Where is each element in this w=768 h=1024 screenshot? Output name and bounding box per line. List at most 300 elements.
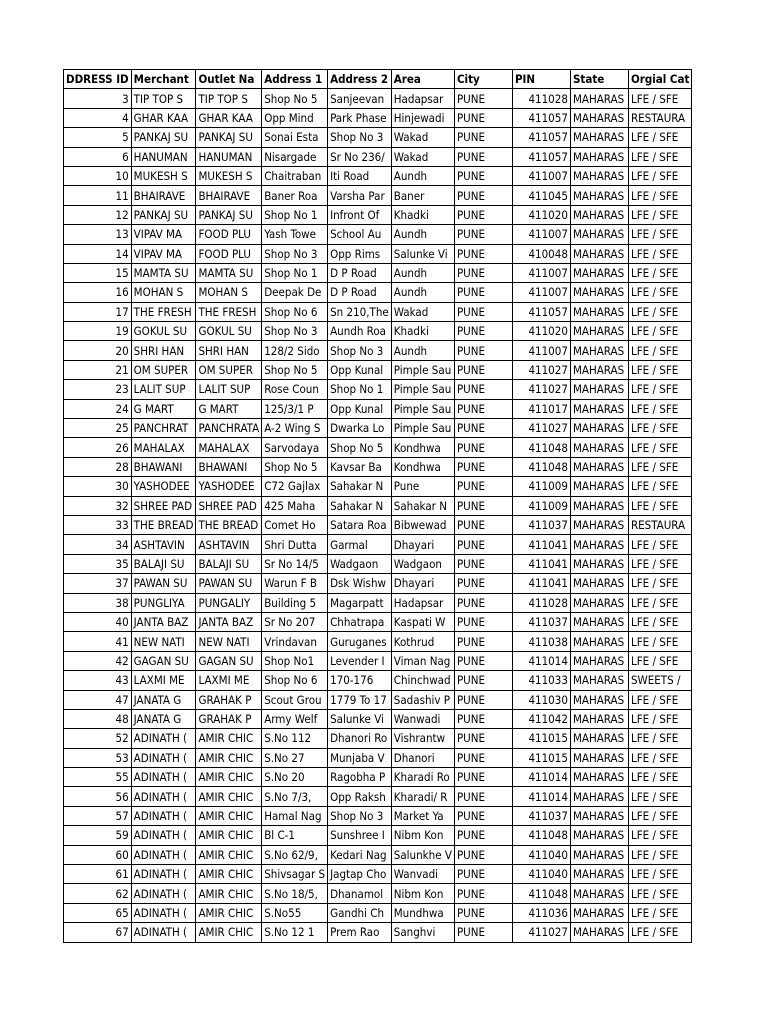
cell-city[interactable]: PUNE [454,709,512,728]
cell-area[interactable]: Pimple Sau [391,419,454,438]
cell-original-category[interactable]: LFE / SFE [628,806,692,825]
cell-outlet-name[interactable]: LALIT SUP [196,380,262,399]
cell-area[interactable]: Salunkhe V [391,845,454,864]
cell-address-2[interactable]: Sn 210,The [328,302,392,321]
cell-address-1[interactable]: C72 Gajlax [262,477,328,496]
cell-area[interactable]: Hadapsar [391,593,454,612]
cell-merchant[interactable]: PANCHRAT [131,419,196,438]
cell-pin[interactable]: 411009 [512,496,570,515]
cell-city[interactable]: PUNE [454,826,512,845]
cell-pin[interactable]: 411027 [512,419,570,438]
cell-address-id[interactable]: 61 [64,865,132,884]
cell-original-category[interactable]: LFE / SFE [628,186,692,205]
cell-address-1[interactable]: S.No 27 [262,748,328,767]
cell-address-id[interactable]: 34 [64,535,132,554]
cell-original-category[interactable]: LFE / SFE [628,690,692,709]
cell-address-id[interactable]: 67 [64,923,132,942]
cell-address-id[interactable]: 65 [64,903,132,922]
cell-address-2[interactable]: Shop No 3 [328,128,392,147]
cell-state[interactable]: MAHARAS [570,128,628,147]
cell-address-1[interactable]: Nisargade [262,147,328,166]
cell-pin[interactable]: 411057 [512,108,570,127]
cell-address-id[interactable]: 21 [64,360,132,379]
cell-state[interactable]: MAHARAS [570,302,628,321]
cell-outlet-name[interactable]: ASHTAVIN [196,535,262,554]
cell-address-id[interactable]: 26 [64,438,132,457]
cell-address-2[interactable]: Infront Of [328,205,392,224]
cell-address-id[interactable]: 59 [64,826,132,845]
cell-address-id[interactable]: 52 [64,729,132,748]
cell-original-category[interactable]: LFE / SFE [628,748,692,767]
cell-address-2[interactable]: Garmal [328,535,392,554]
cell-outlet-name[interactable]: GRAHAK P [196,690,262,709]
cell-address-id[interactable]: 38 [64,593,132,612]
cell-state[interactable]: MAHARAS [570,399,628,418]
cell-state[interactable]: MAHARAS [570,632,628,651]
cell-area[interactable]: Market Ya [391,806,454,825]
cell-address-id[interactable]: 42 [64,651,132,670]
cell-merchant[interactable]: BHAIRAVE [131,186,196,205]
cell-pin[interactable]: 411007 [512,225,570,244]
cell-original-category[interactable]: LFE / SFE [628,128,692,147]
cell-area[interactable]: Aundh [391,341,454,360]
header-outlet-name[interactable]: Outlet Na [196,70,262,89]
cell-outlet-name[interactable]: GHAR KAA [196,108,262,127]
cell-state[interactable]: MAHARAS [570,903,628,922]
cell-city[interactable]: PUNE [454,302,512,321]
cell-city[interactable]: PUNE [454,729,512,748]
cell-original-category[interactable]: LFE / SFE [628,729,692,748]
cell-original-category[interactable]: LFE / SFE [628,263,692,282]
cell-outlet-name[interactable]: AMIR CHIC [196,729,262,748]
cell-merchant[interactable]: ADINATH ( [131,787,196,806]
cell-original-category[interactable]: LFE / SFE [628,826,692,845]
cell-address-1[interactable]: Baner Roa [262,186,328,205]
cell-original-category[interactable]: LFE / SFE [628,360,692,379]
cell-address-id[interactable]: 48 [64,709,132,728]
cell-address-id[interactable]: 16 [64,283,132,302]
cell-address-1[interactable]: Vrindavan [262,632,328,651]
cell-original-category[interactable]: LFE / SFE [628,884,692,903]
cell-address-2[interactable]: Shop No 3 [328,806,392,825]
cell-address-1[interactable]: Shop No 6 [262,302,328,321]
cell-pin[interactable]: 411041 [512,574,570,593]
cell-outlet-name[interactable]: FOOD PLU [196,244,262,263]
cell-address-2[interactable]: Varsha Par [328,186,392,205]
cell-original-category[interactable]: LFE / SFE [628,147,692,166]
cell-state[interactable]: MAHARAS [570,89,628,108]
header-address-1[interactable]: Address 1 [262,70,328,89]
cell-state[interactable]: MAHARAS [570,574,628,593]
cell-outlet-name[interactable]: MAMTA SU [196,263,262,282]
cell-city[interactable]: PUNE [454,865,512,884]
cell-address-id[interactable]: 6 [64,147,132,166]
cell-pin[interactable]: 411027 [512,360,570,379]
cell-area[interactable]: Sahakar N [391,496,454,515]
cell-address-2[interactable]: Park Phase [328,108,392,127]
cell-address-2[interactable]: Wadgaon [328,554,392,573]
cell-outlet-name[interactable]: MUKESH S [196,166,262,185]
cell-merchant[interactable]: ADINATH ( [131,748,196,767]
cell-address-2[interactable]: Opp Raksh [328,787,392,806]
cell-city[interactable]: PUNE [454,205,512,224]
cell-merchant[interactable]: SHRI HAN [131,341,196,360]
cell-address-id[interactable]: 10 [64,166,132,185]
cell-address-1[interactable]: Deepak De [262,283,328,302]
cell-address-id[interactable]: 62 [64,884,132,903]
cell-address-1[interactable]: Shop No 6 [262,671,328,690]
cell-state[interactable]: MAHARAS [570,205,628,224]
cell-original-category[interactable]: LFE / SFE [628,477,692,496]
cell-pin[interactable]: 411014 [512,651,570,670]
cell-pin[interactable]: 411014 [512,787,570,806]
cell-outlet-name[interactable]: HANUMAN [196,147,262,166]
cell-address-1[interactable]: Hamal Nag [262,806,328,825]
cell-address-1[interactable]: 125/3/1 P [262,399,328,418]
cell-address-2[interactable]: Opp Kunal [328,399,392,418]
cell-state[interactable]: MAHARAS [570,535,628,554]
cell-original-category[interactable]: LFE / SFE [628,903,692,922]
cell-merchant[interactable]: HANUMAN [131,147,196,166]
cell-city[interactable]: PUNE [454,593,512,612]
cell-address-1[interactable]: Sarvodaya [262,438,328,457]
cell-pin[interactable]: 411040 [512,865,570,884]
cell-area[interactable]: Pune [391,477,454,496]
cell-outlet-name[interactable]: MAHALAX [196,438,262,457]
cell-merchant[interactable]: JANATA G [131,709,196,728]
cell-city[interactable]: PUNE [454,128,512,147]
cell-pin[interactable]: 411015 [512,748,570,767]
cell-area[interactable]: Baner [391,186,454,205]
cell-city[interactable]: PUNE [454,806,512,825]
cell-state[interactable]: MAHARAS [570,845,628,864]
cell-pin[interactable]: 411037 [512,806,570,825]
cell-city[interactable]: PUNE [454,380,512,399]
cell-original-category[interactable]: LFE / SFE [628,399,692,418]
cell-area[interactable]: Khadki [391,322,454,341]
cell-original-category[interactable]: LFE / SFE [628,225,692,244]
cell-state[interactable]: MAHARAS [570,806,628,825]
cell-pin[interactable]: 411020 [512,322,570,341]
cell-address-id[interactable]: 12 [64,205,132,224]
cell-state[interactable]: MAHARAS [570,826,628,845]
cell-address-2[interactable]: Shop No 3 [328,341,392,360]
cell-city[interactable]: PUNE [454,651,512,670]
cell-address-2[interactable]: Jagtap Cho [328,865,392,884]
cell-address-2[interactable]: Aundh Roa [328,322,392,341]
cell-outlet-name[interactable]: PANKAJ SU [196,128,262,147]
cell-outlet-name[interactable]: PAWAN SU [196,574,262,593]
cell-state[interactable]: MAHARAS [570,865,628,884]
cell-address-1[interactable]: Sr No 207 [262,612,328,631]
cell-original-category[interactable]: LFE / SFE [628,322,692,341]
cell-outlet-name[interactable]: AMIR CHIC [196,748,262,767]
cell-city[interactable]: PUNE [454,322,512,341]
cell-state[interactable]: MAHARAS [570,263,628,282]
cell-city[interactable]: PUNE [454,399,512,418]
cell-address-id[interactable]: 13 [64,225,132,244]
cell-original-category[interactable]: LFE / SFE [628,709,692,728]
cell-state[interactable]: MAHARAS [570,671,628,690]
cell-address-2[interactable]: Iti Road [328,166,392,185]
cell-area[interactable]: Vishrantw [391,729,454,748]
cell-city[interactable]: PUNE [454,632,512,651]
cell-city[interactable]: PUNE [454,283,512,302]
header-address-id[interactable]: DDRESS ID [64,70,132,89]
cell-original-category[interactable]: LFE / SFE [628,574,692,593]
cell-city[interactable]: PUNE [454,845,512,864]
cell-city[interactable]: PUNE [454,671,512,690]
cell-area[interactable]: Nibm Kon [391,826,454,845]
cell-address-1[interactable]: S.No 112 [262,729,328,748]
cell-address-id[interactable]: 15 [64,263,132,282]
cell-outlet-name[interactable]: BALAJI SU [196,554,262,573]
cell-city[interactable]: PUNE [454,186,512,205]
cell-state[interactable]: MAHARAS [570,341,628,360]
cell-pin[interactable]: 411042 [512,709,570,728]
cell-state[interactable]: MAHARAS [570,748,628,767]
cell-address-2[interactable]: Dwarka Lo [328,419,392,438]
cell-address-id[interactable]: 28 [64,457,132,476]
cell-pin[interactable]: 411041 [512,535,570,554]
cell-outlet-name[interactable]: BHAWANI [196,457,262,476]
cell-address-id[interactable]: 17 [64,302,132,321]
cell-merchant[interactable]: LALIT SUP [131,380,196,399]
cell-outlet-name[interactable]: BHAIRAVE [196,186,262,205]
cell-city[interactable]: PUNE [454,360,512,379]
cell-address-2[interactable]: Prem Rao [328,923,392,942]
cell-city[interactable]: PUNE [454,535,512,554]
cell-state[interactable]: MAHARAS [570,612,628,631]
cell-outlet-name[interactable]: OM SUPER [196,360,262,379]
cell-original-category[interactable]: LFE / SFE [628,166,692,185]
cell-address-id[interactable]: 56 [64,787,132,806]
cell-address-id[interactable]: 20 [64,341,132,360]
cell-state[interactable]: MAHARAS [570,147,628,166]
cell-outlet-name[interactable]: PANCHRATA [196,419,262,438]
cell-area[interactable]: Aundh [391,263,454,282]
cell-outlet-name[interactable]: AMIR CHIC [196,903,262,922]
cell-address-2[interactable]: Sunshree I [328,826,392,845]
cell-address-2[interactable]: Ragobha P [328,768,392,787]
cell-address-2[interactable]: Gandhi Ch [328,903,392,922]
cell-address-1[interactable]: Sonai Esta [262,128,328,147]
cell-address-id[interactable]: 25 [64,419,132,438]
cell-area[interactable]: Kharadi/ R [391,787,454,806]
cell-address-id[interactable]: 55 [64,768,132,787]
cell-address-1[interactable]: Shop No1 [262,651,328,670]
cell-address-1[interactable]: Scout Grou [262,690,328,709]
cell-state[interactable]: MAHARAS [570,690,628,709]
cell-area[interactable]: Aundh [391,225,454,244]
cell-address-id[interactable]: 23 [64,380,132,399]
cell-original-category[interactable]: RESTAURA [628,515,692,534]
cell-address-1[interactable]: Shop No 1 [262,263,328,282]
cell-address-2[interactable]: Chhatrapa [328,612,392,631]
cell-original-category[interactable]: LFE / SFE [628,535,692,554]
cell-address-1[interactable]: Shri Dutta [262,535,328,554]
cell-merchant[interactable]: ADINATH ( [131,903,196,922]
cell-pin[interactable]: 411009 [512,477,570,496]
cell-outlet-name[interactable]: GOKUL SU [196,322,262,341]
cell-address-1[interactable]: Building 5 [262,593,328,612]
cell-city[interactable]: PUNE [454,166,512,185]
cell-state[interactable]: MAHARAS [570,884,628,903]
cell-original-category[interactable]: LFE / SFE [628,651,692,670]
cell-pin[interactable]: 411037 [512,612,570,631]
cell-outlet-name[interactable]: GRAHAK P [196,709,262,728]
cell-address-2[interactable]: Kedari Nag [328,845,392,864]
cell-city[interactable]: PUNE [454,612,512,631]
cell-merchant[interactable]: BHAWANI [131,457,196,476]
cell-pin[interactable]: 411040 [512,845,570,864]
cell-address-id[interactable]: 3 [64,89,132,108]
cell-city[interactable]: PUNE [454,108,512,127]
cell-city[interactable]: PUNE [454,244,512,263]
cell-merchant[interactable]: GHAR KAA [131,108,196,127]
cell-original-category[interactable]: LFE / SFE [628,554,692,573]
cell-pin[interactable]: 411007 [512,263,570,282]
cell-original-category[interactable]: LFE / SFE [628,593,692,612]
cell-state[interactable]: MAHARAS [570,477,628,496]
cell-original-category[interactable]: LFE / SFE [628,845,692,864]
cell-address-id[interactable]: 14 [64,244,132,263]
cell-pin[interactable]: 411048 [512,457,570,476]
cell-address-id[interactable]: 33 [64,515,132,534]
cell-merchant[interactable]: ASHTAVIN [131,535,196,554]
cell-address-2[interactable]: Shop No 5 [328,438,392,457]
cell-outlet-name[interactable]: THE FRESH [196,302,262,321]
cell-area[interactable]: Pimple Sau [391,360,454,379]
cell-original-category[interactable]: LFE / SFE [628,612,692,631]
cell-address-1[interactable]: Shop No 5 [262,457,328,476]
cell-address-2[interactable]: Sahakar N [328,496,392,515]
cell-merchant[interactable]: ADINATH ( [131,845,196,864]
cell-address-1[interactable]: Yash Towe [262,225,328,244]
cell-address-1[interactable]: S.No 7/3, [262,787,328,806]
cell-pin[interactable]: 411041 [512,554,570,573]
cell-state[interactable]: MAHARAS [570,225,628,244]
cell-address-2[interactable]: Magarpatt [328,593,392,612]
cell-merchant[interactable]: MAMTA SU [131,263,196,282]
cell-address-id[interactable]: 43 [64,671,132,690]
cell-pin[interactable]: 411048 [512,884,570,903]
cell-outlet-name[interactable]: AMIR CHIC [196,865,262,884]
cell-merchant[interactable]: OM SUPER [131,360,196,379]
cell-original-category[interactable]: LFE / SFE [628,380,692,399]
cell-city[interactable]: PUNE [454,341,512,360]
cell-address-1[interactable]: Shivsagar S [262,865,328,884]
cell-outlet-name[interactable]: AMIR CHIC [196,787,262,806]
cell-original-category[interactable]: LFE / SFE [628,865,692,884]
cell-pin[interactable]: 410048 [512,244,570,263]
cell-state[interactable]: MAHARAS [570,419,628,438]
cell-address-1[interactable]: Chaitraban [262,166,328,185]
cell-area[interactable]: Wakad [391,128,454,147]
header-pin[interactable]: PIN [512,70,570,89]
cell-area[interactable]: Aundh [391,283,454,302]
cell-original-category[interactable]: LFE / SFE [628,438,692,457]
cell-address-1[interactable]: 425 Maha [262,496,328,515]
cell-merchant[interactable]: YASHODEE [131,477,196,496]
cell-address-1[interactable]: Comet Ho [262,515,328,534]
cell-merchant[interactable]: ADINATH ( [131,923,196,942]
cell-original-category[interactable]: LFE / SFE [628,923,692,942]
cell-state[interactable]: MAHARAS [570,554,628,573]
header-city[interactable]: City [454,70,512,89]
cell-merchant[interactable]: ADINATH ( [131,729,196,748]
cell-merchant[interactable]: GAGAN SU [131,651,196,670]
cell-state[interactable]: MAHARAS [570,496,628,515]
cell-state[interactable]: MAHARAS [570,515,628,534]
header-state[interactable]: State [570,70,628,89]
cell-pin[interactable]: 411007 [512,166,570,185]
cell-pin[interactable]: 411015 [512,729,570,748]
cell-merchant[interactable]: THE BREAD [131,515,196,534]
cell-address-1[interactable]: Warun F B [262,574,328,593]
cell-city[interactable]: PUNE [454,496,512,515]
cell-pin[interactable]: 411007 [512,341,570,360]
cell-address-1[interactable]: 128/2 Sido [262,341,328,360]
cell-address-2[interactable]: Opp Kunal [328,360,392,379]
cell-original-category[interactable]: LFE / SFE [628,283,692,302]
cell-state[interactable]: MAHARAS [570,244,628,263]
cell-outlet-name[interactable]: AMIR CHIC [196,826,262,845]
cell-state[interactable]: MAHARAS [570,166,628,185]
cell-original-category[interactable]: LFE / SFE [628,302,692,321]
cell-city[interactable]: PUNE [454,419,512,438]
cell-city[interactable]: PUNE [454,89,512,108]
cell-outlet-name[interactable]: YASHODEE [196,477,262,496]
cell-area[interactable]: Wanwadi [391,709,454,728]
cell-address-id[interactable]: 40 [64,612,132,631]
cell-pin[interactable]: 411030 [512,690,570,709]
cell-address-1[interactable]: Bl C-1 [262,826,328,845]
cell-address-id[interactable]: 19 [64,322,132,341]
cell-state[interactable]: MAHARAS [570,593,628,612]
cell-address-id[interactable]: 4 [64,108,132,127]
cell-address-id[interactable]: 47 [64,690,132,709]
cell-address-1[interactable]: Sr No 14/5 [262,554,328,573]
cell-merchant[interactable]: VIPAV MA [131,225,196,244]
cell-state[interactable]: MAHARAS [570,186,628,205]
cell-pin[interactable]: 411020 [512,205,570,224]
cell-area[interactable]: Sadashiv P [391,690,454,709]
cell-area[interactable]: Nibm Kon [391,884,454,903]
cell-merchant[interactable]: ADINATH ( [131,806,196,825]
cell-city[interactable]: PUNE [454,438,512,457]
cell-address-id[interactable]: 5 [64,128,132,147]
cell-merchant[interactable]: THE FRESH [131,302,196,321]
cell-merchant[interactable]: ADINATH ( [131,768,196,787]
cell-area[interactable]: Kondhwa [391,457,454,476]
cell-merchant[interactable]: G MART [131,399,196,418]
cell-area[interactable]: Dhayari [391,574,454,593]
cell-outlet-name[interactable]: MOHAN S [196,283,262,302]
cell-outlet-name[interactable]: JANTA BAZ [196,612,262,631]
header-merchant[interactable]: Merchant [131,70,196,89]
cell-address-id[interactable]: 30 [64,477,132,496]
cell-area[interactable]: Bibwewad [391,515,454,534]
header-address-2[interactable]: Address 2 [328,70,392,89]
cell-merchant[interactable]: ADINATH ( [131,884,196,903]
cell-merchant[interactable]: MOHAN S [131,283,196,302]
cell-merchant[interactable]: ADINATH ( [131,826,196,845]
cell-area[interactable]: Mundhwa [391,903,454,922]
cell-area[interactable]: Kothrud [391,632,454,651]
cell-address-id[interactable]: 35 [64,554,132,573]
cell-state[interactable]: MAHARAS [570,651,628,670]
